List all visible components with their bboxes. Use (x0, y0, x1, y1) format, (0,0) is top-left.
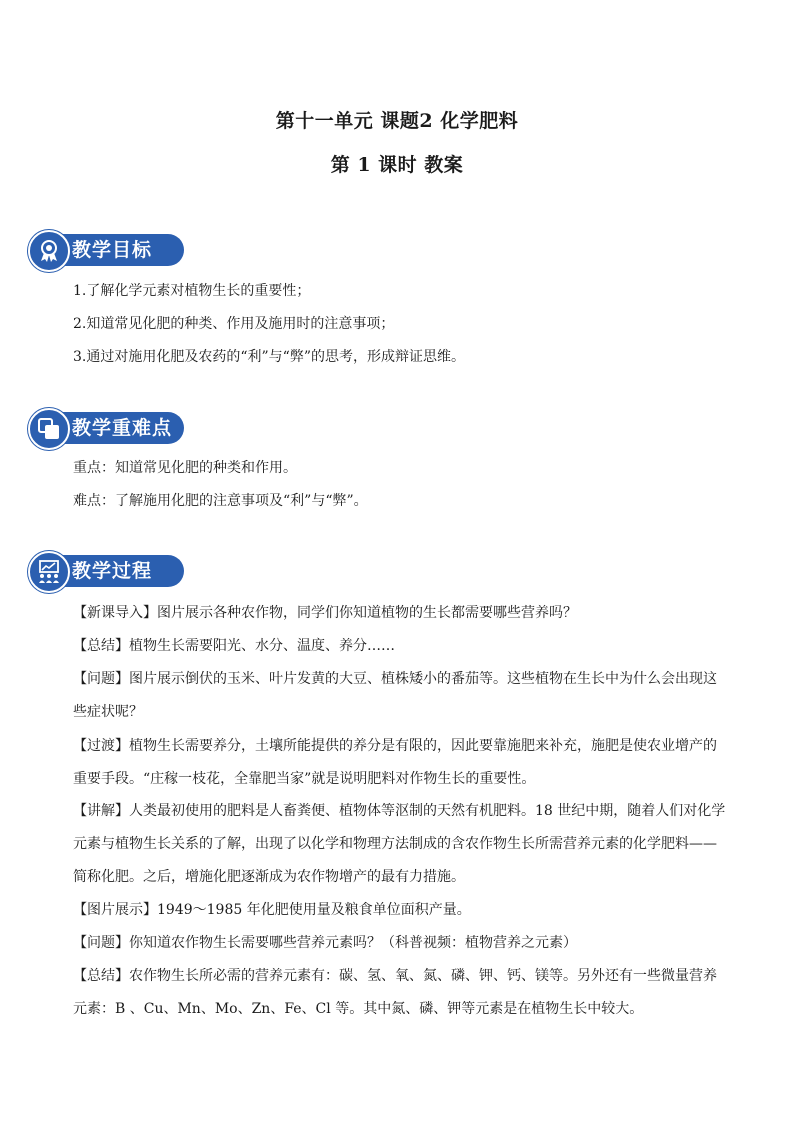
process-line: 【问题】你知道农作物生长需要哪些营养元素吗？（科普视频：植物营养之元素） (73, 935, 577, 951)
process-line: 【过渡】植物生长需要养分，土壤所能提供的养分是有限的，因此要靠施肥来补充，施肥是使农业增产的 (73, 738, 717, 754)
process-line: 元素：B 、Cu、Mn、Mo、Zn、Fe、Cl 等。其中氮、磷、钾等元素是在植物生长中较大。 (73, 1001, 644, 1017)
process-line: 【总结】植物生长需要阳光、水分、温度、养分…… (73, 638, 395, 654)
process-line: 简称化肥。之后，增施化肥逐渐成为农作物增产的最有力措施。 (73, 869, 465, 885)
process-line: 【讲解】人类最初使用的肥料是人畜粪便、植物体等沤制的天然有机肥料。18 世纪中期，随着人们对化学 (73, 803, 726, 819)
section-header-key-points (28, 408, 184, 448)
section-label: 教学过程 (72, 560, 153, 582)
section-label: 教学重难点 (72, 417, 173, 439)
key-point-item: 重点：知道常见化肥的种类和作用。 (73, 460, 297, 476)
section-header-objectives (28, 230, 184, 270)
objective-item: 3.通过对施用化肥及农药的“利”与“弊”的思考，形成辩证思维。 (73, 349, 465, 365)
process-line: 些症状呢？ (73, 704, 143, 720)
objective-item: 1.了解化学元素对植物生长的重要性； (73, 283, 311, 299)
objective-item: 2.知道常见化肥的种类、作用及施用时的注意事项； (73, 316, 395, 332)
process-line: 重要手段。“庄稼一枝花，全靠肥当家”就是说明肥料对作物生长的重要性。 (73, 771, 536, 787)
doc-subtitle: 第 1 课时 教案 (330, 154, 464, 176)
process-line: 【图片展示】1949～1985 年化肥使用量及粮食单位面积产量。 (73, 902, 471, 918)
process-line: 【问题】图片展示倒伏的玉米、叶片发黄的大豆、植株矮小的番茄等。这些植物在生长中为什么会出现这 (73, 671, 717, 687)
key-point-item: 难点：了解施用化肥的注意事项及“利”与“弊”。 (73, 493, 368, 509)
section-label: 教学目标 (72, 239, 153, 261)
process-line: 【总结】农作物生长所必需的营养元素有：碳、氢、氧、氮、磷、钾、钙、镁等。另外还有一些微量营养 (73, 968, 717, 984)
process-line: 元素与植物生长关系的了解，出现了以化学和物理方法制成的含农作物生长所需营养元素的化学肥料—— (73, 836, 717, 852)
copy-pages-icon (28, 408, 70, 450)
presentation-group-icon (28, 551, 70, 593)
award-ribbon-icon (28, 230, 70, 272)
process-line: 【新课导入】图片展示各种农作物，同学们你知道植物的生长都需要哪些营养吗？ (73, 605, 577, 621)
doc-title: 第十一单元 课题2 化学肥料 (275, 110, 519, 132)
section-header-process (28, 551, 184, 591)
